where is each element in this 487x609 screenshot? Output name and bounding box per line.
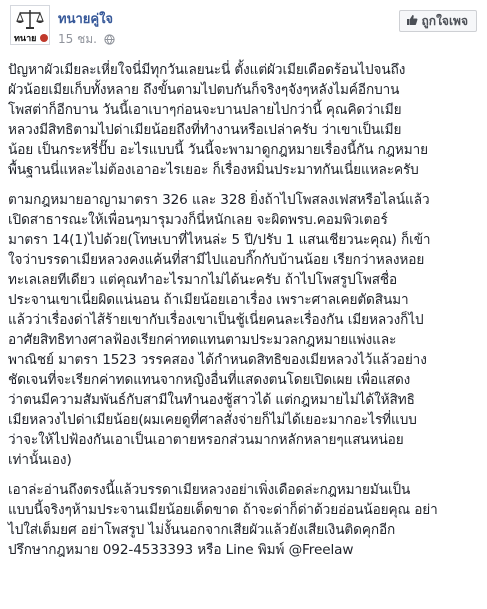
post-paragraph-2: ตามกฎหมายอาญามาตรา 326 และ 328 ยิ่งถ้าไปโพสลงเฟสหรือไลน์แล้ว เปิดสาธารณะให้เพื่อนๆมารุมวงก็นี่หนักเลย จะผิดพรบ.คอมพิวเตอร์ มาตรา 14(1)ไปด้วย(โทษเบาที่ไหนล่ะ 5 ปี/ปรับ 1 แสนเชียวนะคุณ) ก็เข้า ใจว่าบรรดาเมียหลวงคงแค้นที่สามีไปแอบกิ๊กกับบ้านน้อย เรียกว่าหลงหอย ทะเลเลยทีเดียว แต่คุณทำอะไรมากไม่ได้นะครับ ถ้าไปโพสรูปโพสชื่อ ประจานเขาเนี่ยผิดแน่นอน ถ้าเมียน้อยเอาเรื่อง เพราะศาลเคยตัดสินมา แล้วว่าเรื่องด่าไส้ร้ายเขากับเรื่องเขาเป็นชู้เนี่ยคนละเรื่องกัน เมียหลวงก็ไป อาศัยสิทธิทางศาลฟ้องเรียกค่าทดแทนตามประมวลกฎหมายแพ่งและ พาณิชย์ มาตรา 1523 วรรคสอง ได้กำหนดสิทธิของเมียหลวงไว้แล้วอย่าง ชัดเจนที่จะเรียกค่าทดแทนจากหญิงอื่นที่แสดงตนโดยเปิดเผย เพื่อแสดง ว่าตนมีความสัมพันธ์กับสามีในทำนองชู้สาวได้ แต่กฎหมายไม่ได้ให้สิทธิ เมียหลวงไปด่าเมียน้อย(ผมเคยดูที่ศาลสั่งจ่ายก็ไม่ได้เยอะมากอะไรที่แบบ ว่าจะให้ไปฟ้องกันเอาเป็นเอาตายหรอกส่วนมากหลักหลายๆแสนหน่อย เท่านั้นเอง) bbox=[8, 192, 431, 468]
thumbs-up-icon bbox=[406, 14, 418, 29]
page-avatar[interactable] bbox=[10, 5, 50, 45]
globe-icon bbox=[104, 34, 115, 48]
post-body bbox=[8, 60, 479, 570]
avatar-text: ทนาย bbox=[14, 34, 37, 44]
like-button-label: ถูกใจเพจ bbox=[421, 13, 468, 28]
like-page-button[interactable] bbox=[399, 10, 477, 32]
post-paragraph-1: ปัญหาผัวเมียละเหี่ยใจนี่มีทุกวันเลยนะนี่ ตั้งแต่ผัวเมียเดือดร้อนไปจนถึง ผัวน้อยเมียเก็บทั้งหลาย ถึงขั้นตามไปตบกันก็จริงๆจังๆหลังไมค์อีกบาน โพสต่าก็อีกบาน วันนี้เอาเบาๆก่อนจะบานปลายไปกว่านี้ คุณคิดว่าเมีย หลวงมีสิทธิตามไปด่าเมียน้อยถึงที่ทำงานหรือเปล่าครับ ว่าเขาเป็นเมีย น้อย เป็นกระหรี่ปั๊บ อะไรแบบนี้ วันนี้จะพามาดูกฎหมายเรื่องนี้กัน กฎหมาย พื้นฐานนี่แหละไม่ต้องเอาอะไรเยอะ ก็เรื่องหมิ่นประมาทกันเนี่ยแหละครับ bbox=[8, 62, 428, 178]
page-name-link[interactable]: ทนายคู่ใจ bbox=[58, 12, 114, 27]
post-paragraph-3: เอาล่ะอ่านถึงตรงนี้แล้วบรรดาเมียหลวงอย่าเพิ่งเดือดล่ะกฎหมายมันเป็น แบบนี้จริงๆห้ามประจานเมียน้อยเด็ดขาด ถ้าจะด่าก็ด่าด้วยอ่อนน้อยคุณ อย่า ไปใส่เต็มยศ อย่าโพสรูป ไม่งั้นนอกจากเสียผัวแล้วยังเสียเงินติดคุกอีก ปรึกษากฎหมาย 092-4533393 หรือ Line พิมพ์ @Freelaw bbox=[8, 482, 438, 558]
post-header bbox=[0, 0, 487, 52]
post-timestamp[interactable]: 15 ชม. bbox=[58, 32, 97, 46]
scales-of-justice-logo bbox=[11, 6, 49, 44]
post-meta bbox=[58, 30, 115, 49]
